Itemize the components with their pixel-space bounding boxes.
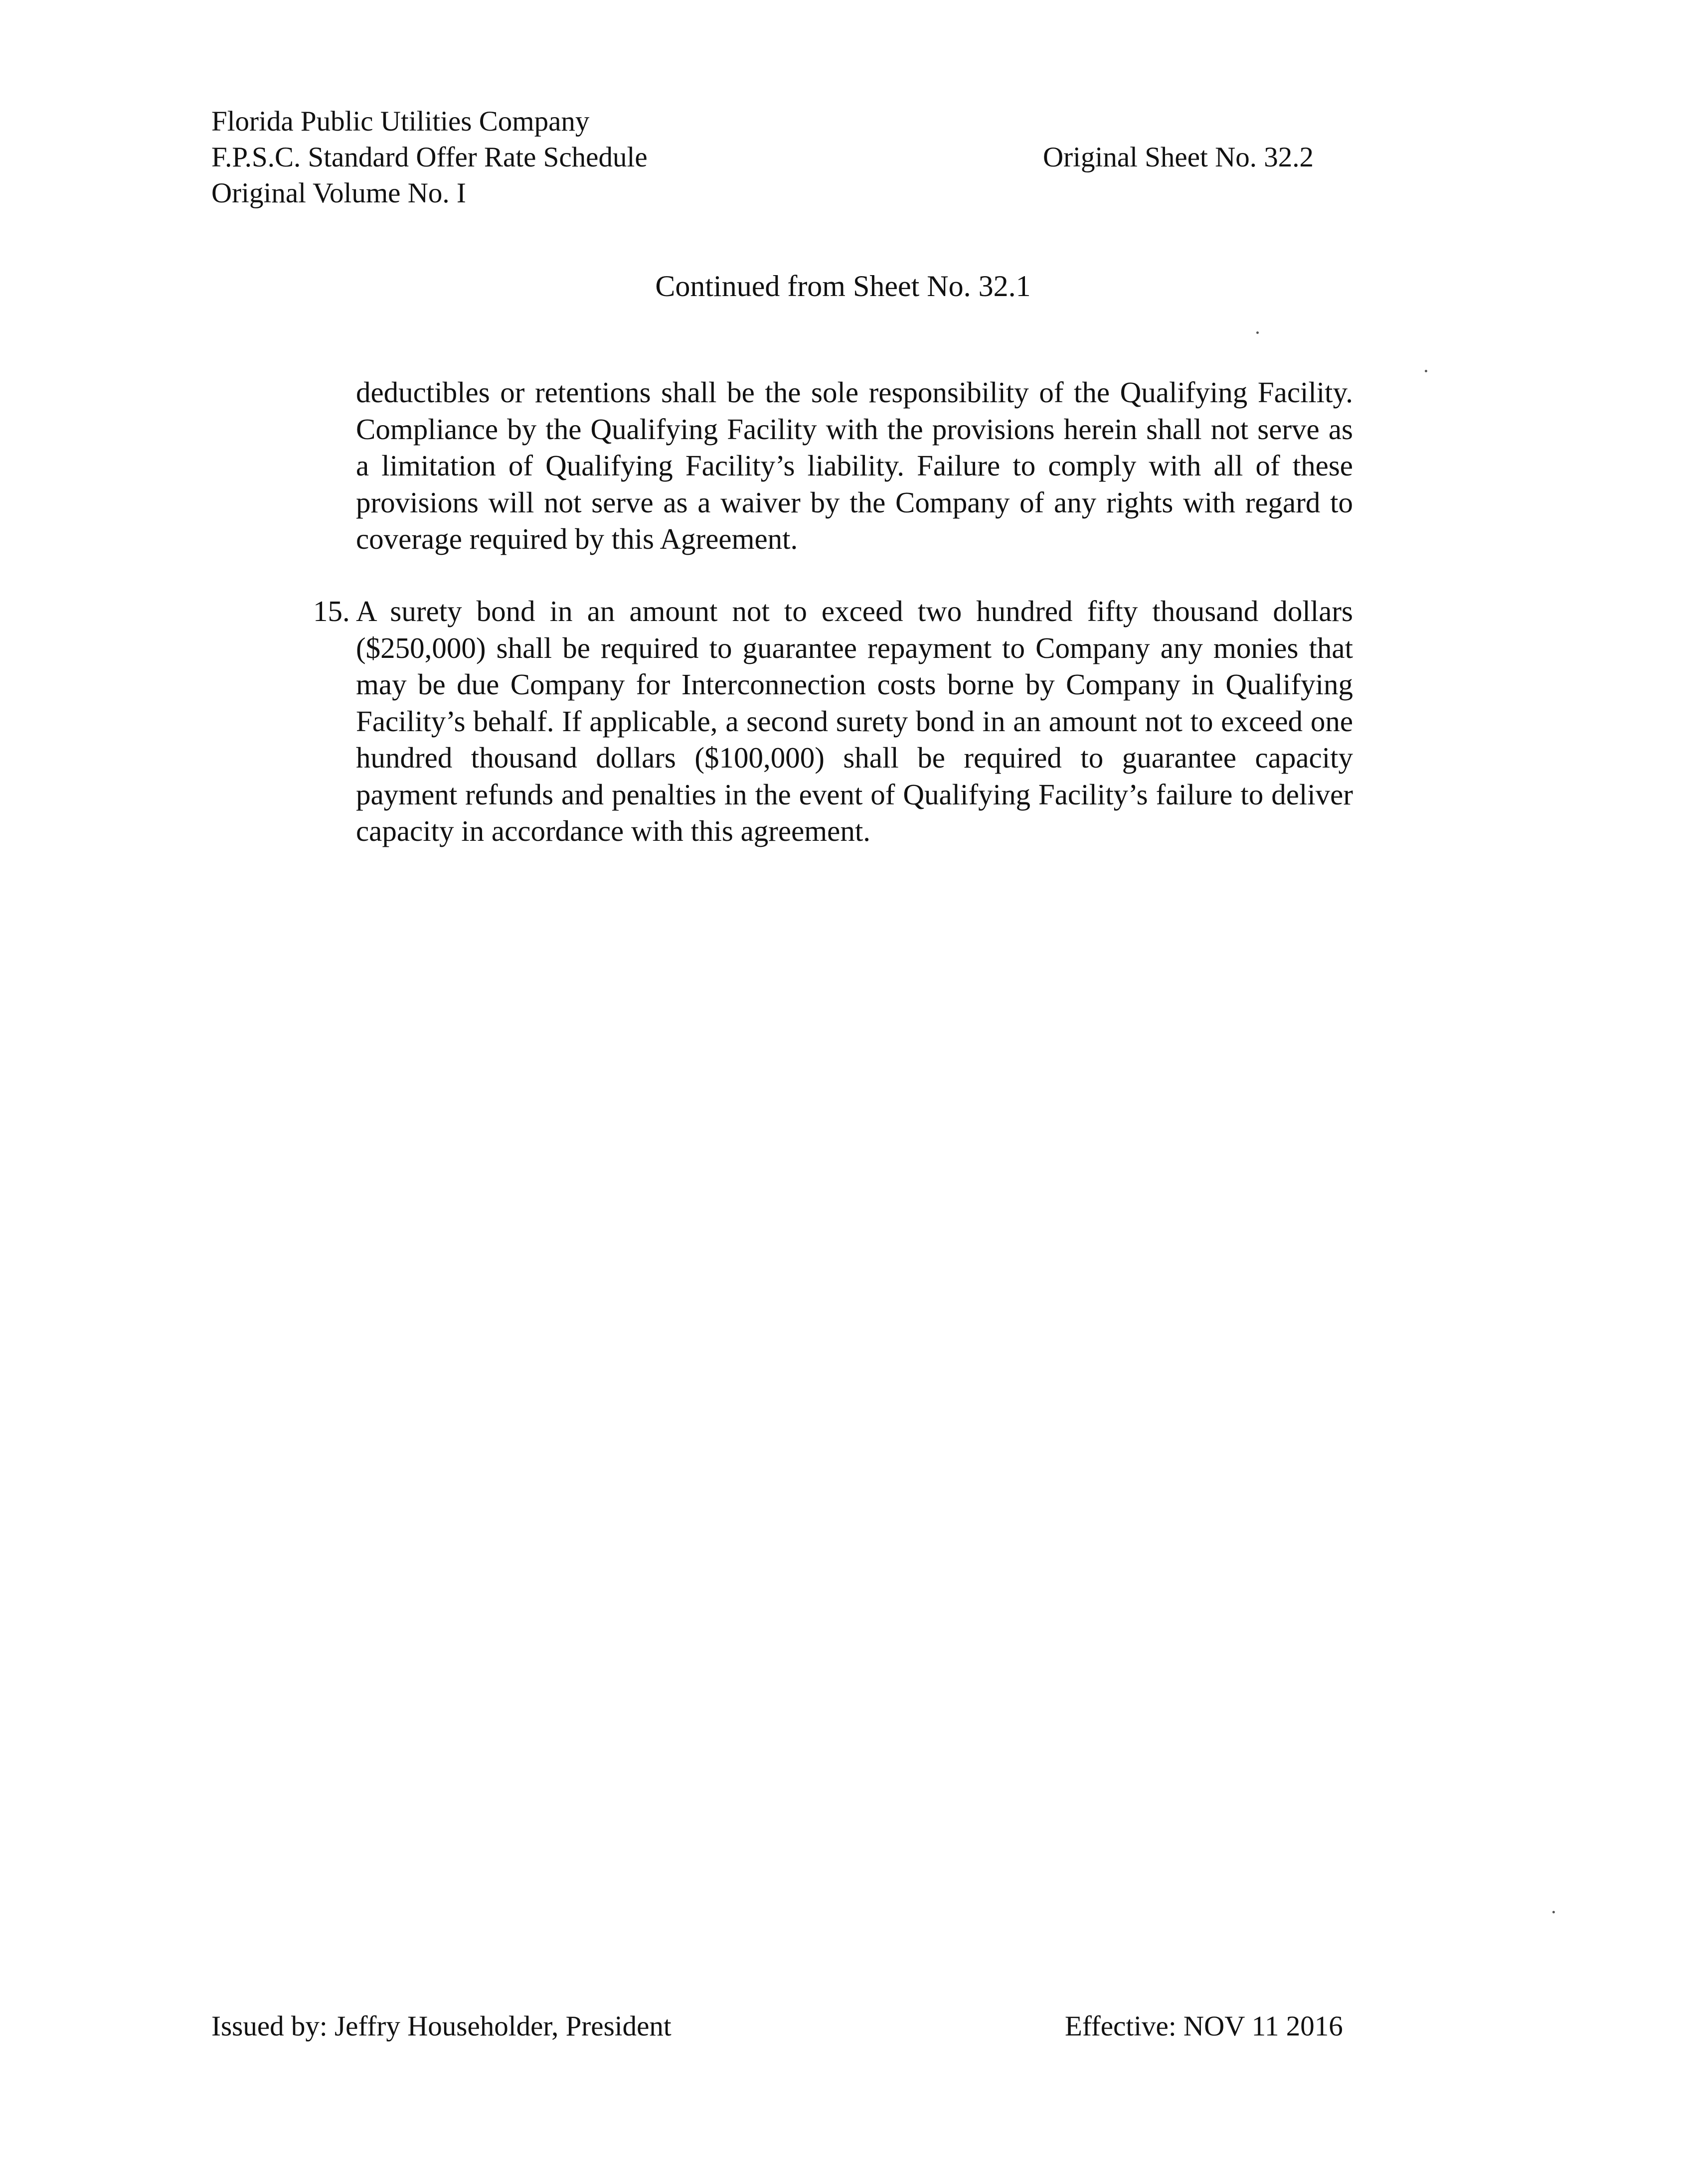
header-left-block [211,104,648,211]
effective-date: Effective: NOV 11 2016 [1065,2011,1343,2042]
sheet-number: Original Sheet No. 32.2 [1043,142,1314,173]
item-number: 15. [313,595,350,627]
item-text: A surety bond in an amount not to exceed two hundred fifty thousand dollars ($250,000) shall be required to guarantee repayment to Company any monies that may be due Company for Interconnection costs borne by Company in Qualifying Facility’s behalf. If applicable, a second surety bond in an amount not to exceed one hundred thousand dollars ($100,000) shall be required to guarantee capacity payment refunds and penalties in the event of Qualifying Facility’s failure to deliver capacity in accordance with this agreement. [356,595,1353,847]
issued-by: Issued by: Jeffry Householder, President [211,2011,672,2042]
scan-speck [1425,370,1427,372]
scan-speck [1256,331,1259,334]
body-paragraph-continued: deductibles or retentions shall be the sole responsibility of the Qualifying Facility. Compliance by the Qualifying Facility with the provisions herein shall not serve as a limitation of Qualifying Facility’s liability. Failure to comply with all of these provisions will not serve as a waiver by the Company of any rights with regard to coverage required by this Agreement. [356,376,1353,555]
volume-label: Original Volume No. I [211,177,466,209]
continued-from-label: Continued from Sheet No. 32.1 [655,270,1031,303]
numbered-item-15 [313,593,1353,850]
rate-schedule-title: F.P.S.C. Standard Offer Rate Schedule [211,142,648,173]
scan-speck [1552,1911,1555,1913]
company-name: Florida Public Utilities Company [211,106,590,137]
